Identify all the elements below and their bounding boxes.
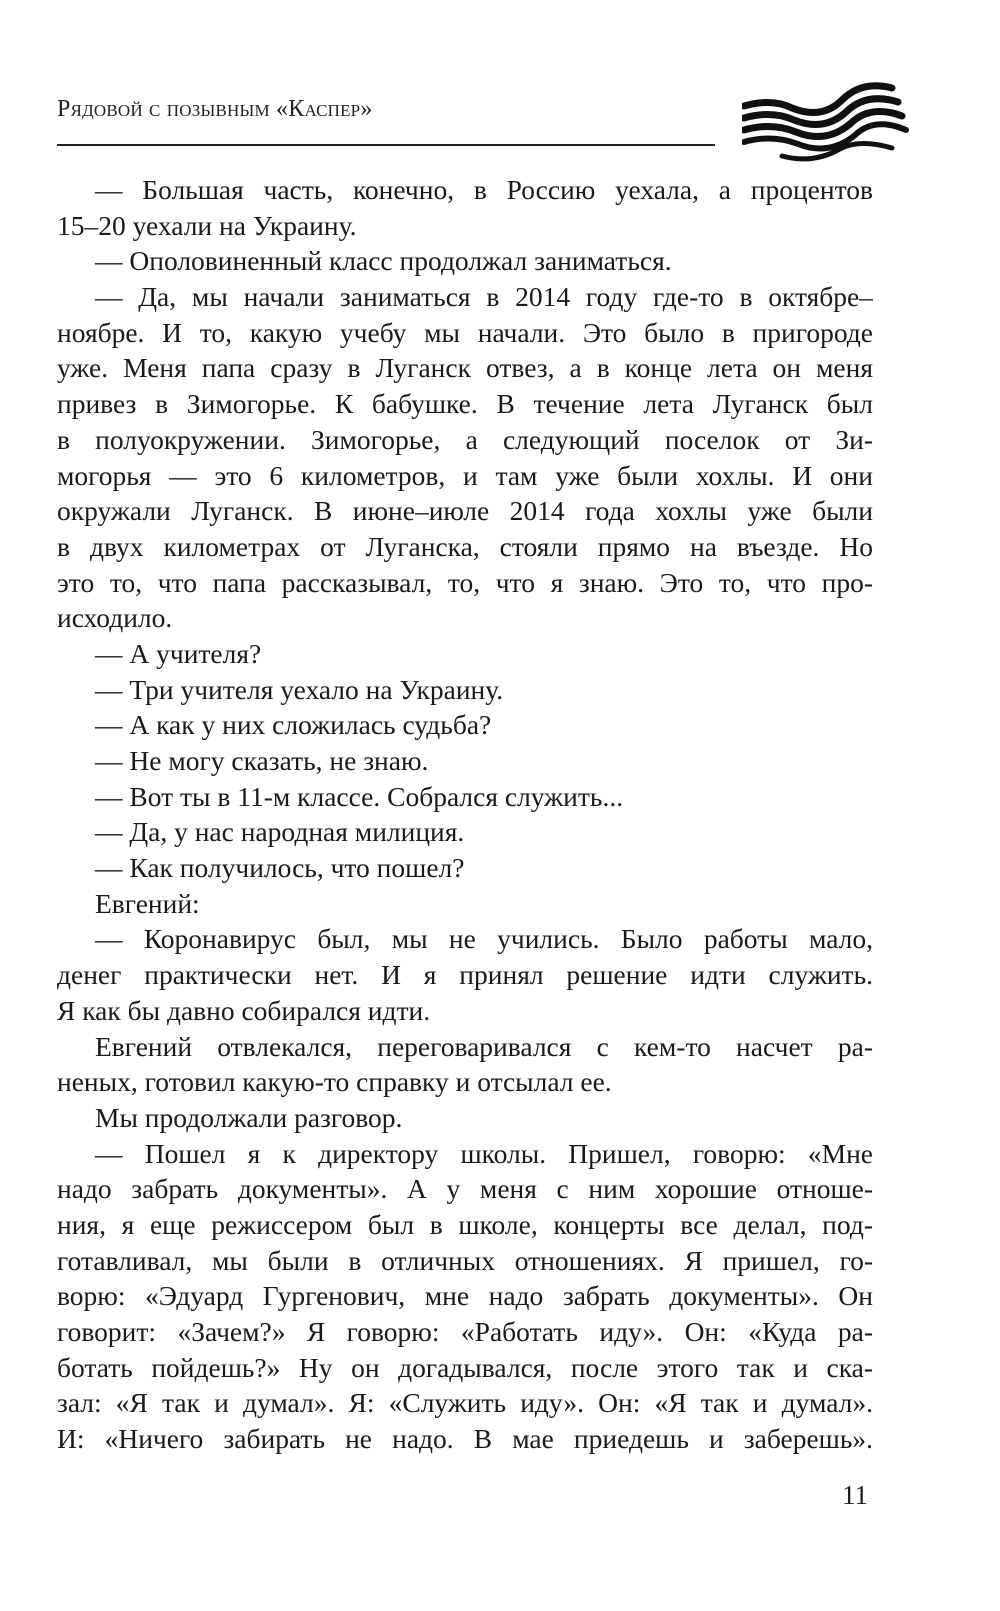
text-line: — Не могу сказать, не знаю. [95,745,429,776]
page-number: 11 [842,1480,868,1510]
text-line: Мы продолжали разговор. [95,1101,403,1133]
text-line: зал: «Я так и думал». Я: «Служить иду». Он: «Я так и думал». [57,1387,873,1419]
text-line: окружали Луганск. В июне–июле 2014 года хохлы уже были [57,495,873,527]
text-line: уже. Меня папа сразу в Луганск отвез, а в конце лета он меня [57,352,873,384]
text-line: — А учителя? [95,637,262,669]
text-line: — А как у них сложилась судьба? [95,709,492,741]
text-line: готавливал, мы были в отличных отношениях. Я пришел, го- [57,1244,873,1276]
text-line: 15–20 уехали на Украину. [57,209,357,241]
striped-ribbon-flag-icon [742,78,910,164]
header-rule [57,144,715,146]
text-line: могорья — это 6 километров, и там уже были хохлы. И они [57,459,873,491]
text-line: это то, что папа рассказывал, то, что я знаю. Это то, что про- [57,566,873,598]
body-text [57,172,873,1457]
text-line: говорит: «Зачем?» Я говорю: «Работать иду». Он: «Куда ра- [57,1316,873,1347]
text-line: ноябре. И то, какую учебу мы начали. Это было в пригороде [57,316,873,348]
text-line: неных, готовил какую-то справку и отсылал ее. [57,1066,612,1098]
text-line: в полуокружении. Зимогорье, а следующий поселок от Зи- [57,423,873,455]
text-line: надо забрать документы». А у меня с ним хорошие отноше- [57,1173,873,1205]
text-line: — Да, у нас народная милиция. [95,816,465,848]
text-line: в двух километрах от Луганска, стояли прямо на въезде. Но [57,530,873,562]
text-line: Я как бы давно собирался идти. [57,994,431,1026]
text-line: денег практически нет. И я принял решение идти служить. [57,959,873,991]
text-line: — Ополовиненный класс продолжал заниматься. [95,245,672,277]
text-line: — Три учителя уехало на Украину. [95,673,504,705]
text-line: — Большая часть, конечно, в Россию уехала, а процентов [95,174,873,205]
text-line: ворю: «Эдуард Гургенович, мне надо забрать документы». Он [57,1280,873,1312]
text-line: исходило. [57,602,173,634]
text-line: Евгений отвлекался, переговаривался с кем-то насчет ра- [95,1030,873,1062]
text-line: — Как получилось, что пошел? [95,852,465,884]
text-line: Евгений: [95,887,200,919]
text-line: привез в Зимогорье. К бабушке. В течение лета Луганск был [57,388,873,420]
text-line: ния, я еще режиссером был в школе, концерты все делал, под- [57,1208,873,1240]
text-line: — Да, мы начали заниматься в 2014 году где-то в октябре– [95,281,873,313]
text-line: — Пошел я к директору школы. Пришел, говорю: «Мне [95,1137,873,1169]
text-line: — Вот ты в 11-м классе. Собрался служить... [95,780,624,812]
text-line: ботать пойдешь?» Ну он догадывался, после этого так и ска- [57,1351,873,1383]
text-line: И: «Ничего забирать не надо. В мае приедешь и заберешь». [57,1423,873,1455]
text-line: — Коронавирус был, мы не учились. Было работы мало, [95,923,873,955]
running-head-title: Рядовой с позывным «Каспер» [57,96,373,122]
